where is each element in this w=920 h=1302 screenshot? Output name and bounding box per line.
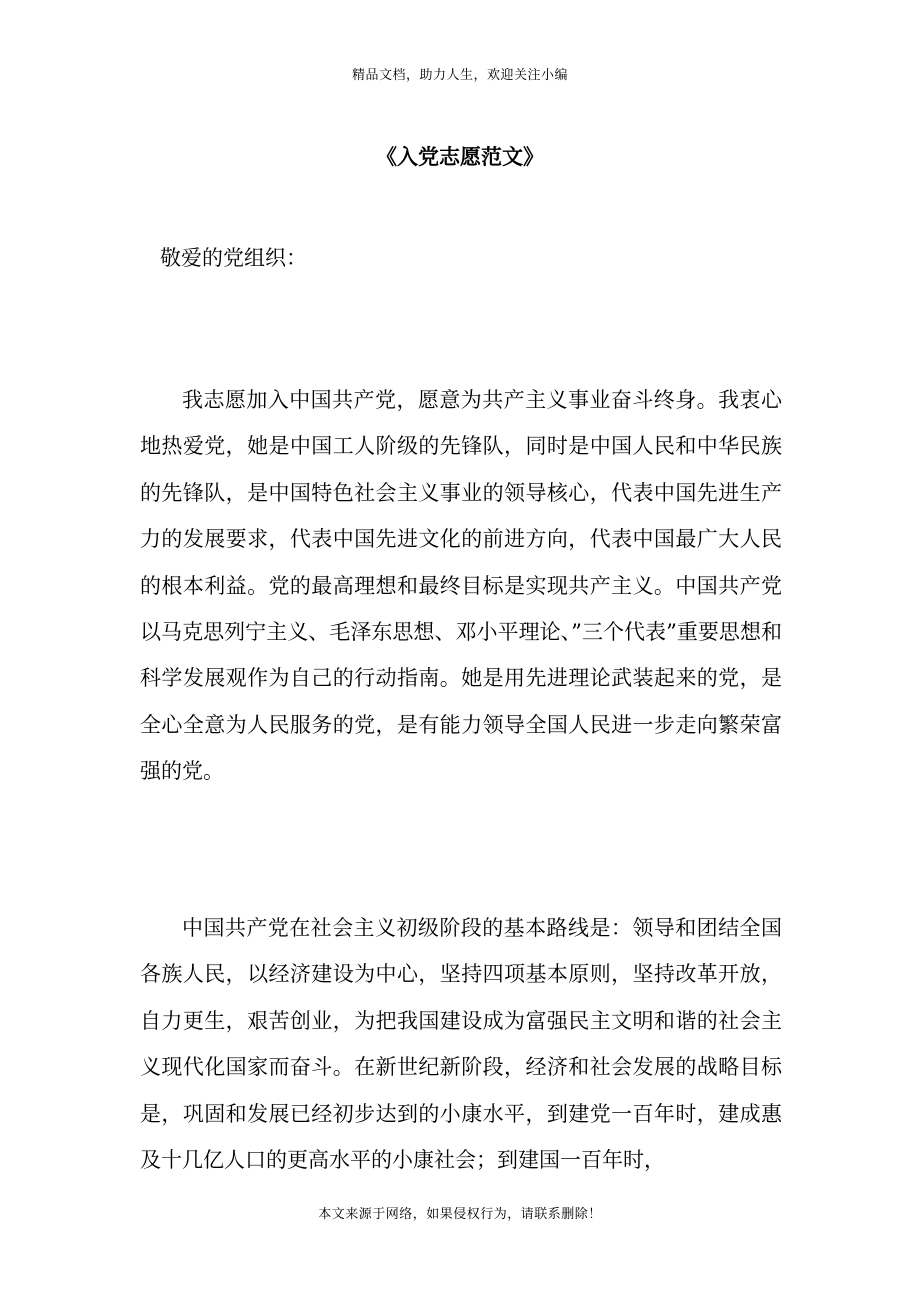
body-paragraph-2: 中国共产党在社会主义初级阶段的基本路线是：领导和团结全国各族人民，以经济建设为中心，坚持四项基本原则，坚持改革开放，自力更生，艰苦创业，为把我国建设成为富强民主文明和谐的社会主义现代化国家而奋斗。在新世纪新阶段，经济和社会发展的战略目标是，巩固和发展已经初步达到的小康水平，到建党一百年时，建成惠及十几亿人口的更高水平的小康社会；到建国一百年时， — [140, 916, 782, 1173]
document-title: 《入党志愿范文》 — [376, 144, 544, 169]
footer-note: 本文来源于网络，如果侵权行为，请联系删除！ — [318, 1207, 602, 1222]
header-note: 精品文档，助力人生，欢迎关注小编 — [351, 68, 568, 83]
salutation: 敬爱的党组织： — [160, 246, 307, 270]
body-paragraph-1: 我志愿加入中国共产党，愿意为共产主义事业奋斗终身。我衷心地热爱党，她是中国工人阶级的先锋队，同时是中国人民和中华民族的先锋队，是中国特色社会主义事业的领导核心，代表中国先进生产力的发展要求，代表中国先进文化的前进方向，代表中国最广大人民的根本利益。党的最高理想和最终目标是实现共产主义。中国共产党以马克思列宁主义、毛泽东思想、邓小平理论、”三个代表”重要思想和科学发展观作为自己的行动指南。她是用先进理论武装起来的党，是全心全意为人民服务的党，是有能力领导全国人民进一步走向繁荣富强的党。 — [140, 388, 782, 784]
